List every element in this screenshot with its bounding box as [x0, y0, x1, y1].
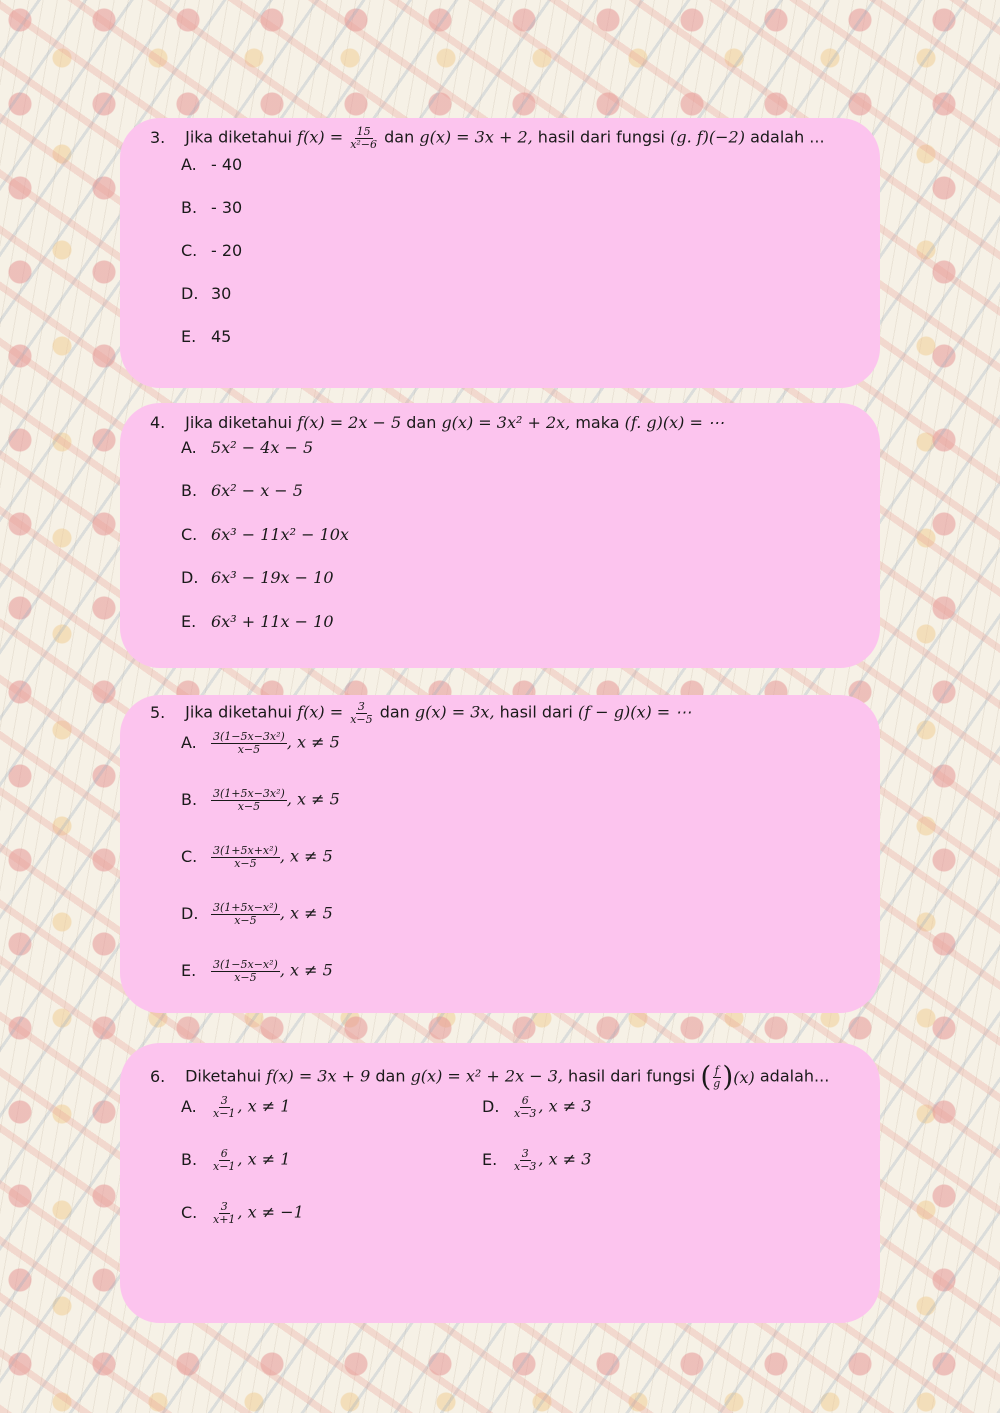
- function-g: g(x) = x² + 2x − 3,: [410, 1066, 563, 1086]
- fraction-denominator: x−5: [237, 799, 261, 813]
- option-letter: E.: [482, 1149, 498, 1169]
- option-e[interactable]: [482, 1148, 591, 1172]
- option-b[interactable]: [181, 1148, 290, 1172]
- option-value: 30: [211, 284, 232, 303]
- question-text-pre: Jika diketahui: [185, 413, 293, 432]
- option-letter: C.: [181, 846, 198, 866]
- connector-dan: dan: [379, 702, 410, 722]
- fraction-numerator: 3: [220, 1094, 228, 1107]
- option-fraction: [211, 788, 287, 812]
- option-d[interactable]: [181, 902, 333, 926]
- option-letter: A.: [181, 1096, 197, 1116]
- option-letter: C.: [181, 1202, 198, 1222]
- option-condition: , x ≠ 3: [538, 1149, 592, 1169]
- fraction-denominator: x²−6: [350, 137, 378, 151]
- fraction-denominator: x−5: [350, 712, 373, 726]
- quotient-argument: (x): [733, 1067, 755, 1087]
- option-value: - 30: [211, 198, 243, 217]
- option-condition: , x ≠ 5: [286, 732, 340, 752]
- composition-target: (f − g)(x) = ⋯: [577, 702, 692, 722]
- question-text-pre: Jika diketahui: [185, 127, 293, 147]
- option-value: 6x³ − 19x − 10: [211, 568, 334, 587]
- fraction-numerator: f: [714, 1063, 719, 1077]
- option-fraction: [211, 959, 280, 983]
- option-letter: B.: [181, 198, 198, 217]
- option-e[interactable]: [181, 327, 231, 346]
- question-number: 4.: [150, 413, 166, 432]
- option-fraction: [211, 1201, 237, 1225]
- question-5-card: [120, 695, 880, 1013]
- fraction-numerator: 3: [521, 1147, 529, 1160]
- quotient-target: [700, 1060, 755, 1093]
- fraction-denominator: g: [713, 1076, 721, 1090]
- option-a[interactable]: [181, 438, 313, 457]
- option-fraction: [211, 845, 280, 869]
- option-c[interactable]: [181, 241, 242, 260]
- option-value: 6x² − x − 5: [211, 481, 303, 500]
- option-condition: , x ≠ 5: [279, 846, 333, 866]
- option-a[interactable]: [181, 155, 242, 174]
- option-value: 45: [211, 327, 232, 346]
- fraction-denominator: x−3: [514, 1106, 537, 1120]
- question-4-card: [120, 403, 880, 668]
- fraction-numerator: 3(1−5x−3x²): [213, 730, 285, 743]
- option-value: - 20: [211, 241, 243, 260]
- option-c[interactable]: [181, 525, 349, 544]
- option-letter: C.: [181, 525, 198, 544]
- composition-target: (g. f)(−2): [670, 127, 745, 147]
- question-text-pre: Diketahui: [185, 1066, 262, 1086]
- option-fraction: [211, 731, 287, 755]
- function-f: f(x) = 2x − 5: [297, 413, 402, 432]
- option-c[interactable]: [181, 1201, 304, 1225]
- option-letter: B.: [181, 1149, 198, 1169]
- fraction-denominator: x−5: [234, 970, 257, 984]
- fraction-denominator: x−5: [234, 856, 257, 870]
- option-fraction: [512, 1148, 538, 1172]
- question-3-card: [120, 118, 880, 388]
- fraction-denominator: x−1: [213, 1106, 236, 1120]
- option-letter: D.: [181, 284, 199, 303]
- option-letter: A.: [181, 155, 197, 174]
- option-condition: , x ≠ 5: [286, 789, 340, 809]
- option-condition: , x ≠ −1: [237, 1202, 304, 1222]
- fraction-numerator: 3(1+5x−x²): [213, 901, 278, 914]
- question-4-text: [150, 413, 870, 432]
- question-number: 3.: [150, 127, 166, 147]
- question-number: 5.: [150, 702, 166, 722]
- question-text-pre: Jika diketahui: [185, 702, 293, 722]
- option-letter: D.: [181, 903, 199, 923]
- option-b[interactable]: [181, 198, 242, 217]
- option-letter: B.: [181, 789, 198, 809]
- option-b[interactable]: [181, 788, 340, 812]
- fraction-denominator: x−3: [514, 1159, 537, 1173]
- option-letter: C.: [181, 241, 198, 260]
- function-g: g(x) = 3x + 2,: [419, 127, 533, 147]
- question-text-post: adalah...: [759, 1066, 830, 1086]
- question-3-text: [150, 126, 870, 150]
- fraction-denominator: x−5: [234, 913, 257, 927]
- question-5-text: [150, 701, 870, 725]
- fraction-numerator: 3(1+5x−3x²): [213, 787, 285, 800]
- fraction-numerator: 15: [356, 125, 371, 138]
- option-letter: A.: [181, 438, 197, 457]
- option-letter: B.: [181, 481, 198, 500]
- function-g: g(x) = 3x,: [414, 702, 495, 722]
- option-letter: E.: [181, 327, 197, 346]
- option-fraction: [512, 1095, 538, 1119]
- fraction-numerator: 3: [357, 700, 365, 713]
- fraction-denominator: x+1: [213, 1212, 236, 1226]
- fraction-denominator: x−1: [213, 1159, 236, 1173]
- function-f-lhs: f(x) =: [297, 127, 344, 147]
- option-fraction: [211, 1148, 237, 1172]
- connector-dan: dan: [375, 1066, 406, 1086]
- question-text-mid: hasil dari fungsi: [537, 127, 665, 147]
- option-letter: D.: [181, 568, 199, 587]
- option-c[interactable]: [181, 845, 333, 869]
- question-text-mid: maka: [575, 413, 620, 432]
- function-g: g(x) = 3x² + 2x,: [441, 413, 571, 432]
- option-value: 6x³ + 11x − 10: [211, 612, 334, 631]
- option-b[interactable]: [181, 481, 303, 500]
- option-condition: , x ≠ 3: [538, 1096, 592, 1116]
- option-letter: A.: [181, 732, 197, 752]
- fraction-numerator: 6: [521, 1094, 529, 1107]
- option-condition: , x ≠ 1: [237, 1149, 291, 1169]
- question-6-card: [120, 1043, 880, 1323]
- option-d[interactable]: [181, 284, 231, 303]
- paren-close: ): [722, 1060, 734, 1093]
- composition-target: (f. g)(x) = ⋯: [624, 413, 724, 432]
- option-e[interactable]: [181, 612, 334, 631]
- option-fraction: [211, 1095, 237, 1119]
- option-condition: , x ≠ 5: [279, 960, 333, 980]
- fraction-numerator: 6: [220, 1147, 228, 1160]
- function-f: f(x) = 3x + 9: [266, 1066, 371, 1086]
- question-text-mid: hasil dari fungsi: [568, 1066, 696, 1086]
- fraction-denominator: x−5: [237, 742, 261, 756]
- paren-open: (: [700, 1060, 712, 1093]
- option-letter: E.: [181, 960, 197, 980]
- fraction-numerator: 3(1−5x−x²): [213, 958, 278, 971]
- option-condition: , x ≠ 1: [237, 1096, 291, 1116]
- option-e[interactable]: [181, 959, 333, 983]
- option-d[interactable]: [482, 1095, 591, 1119]
- question-number: 6.: [150, 1066, 166, 1086]
- option-letter: D.: [482, 1096, 500, 1116]
- function-f-lhs: f(x) =: [297, 702, 344, 722]
- option-letter: E.: [181, 612, 197, 631]
- fraction-numerator: 3(1+5x+x²): [213, 844, 278, 857]
- option-condition: , x ≠ 5: [279, 903, 333, 923]
- option-a[interactable]: [181, 1095, 290, 1119]
- function-f-fraction: [348, 701, 374, 725]
- connector-dan: dan: [384, 127, 415, 147]
- function-f-fraction: [348, 126, 379, 150]
- fraction-numerator: 3: [220, 1200, 228, 1213]
- quotient-fraction: [711, 1065, 722, 1089]
- option-d[interactable]: [181, 568, 334, 587]
- option-value: 5x² − 4x − 5: [211, 438, 314, 457]
- option-fraction: [211, 902, 280, 926]
- option-value: 6x³ − 11x² − 10x: [211, 525, 349, 544]
- option-a[interactable]: [181, 731, 340, 755]
- question-6-text: [150, 1060, 870, 1093]
- connector-dan: dan: [406, 413, 437, 432]
- question-text-post: adalah ...: [750, 127, 825, 147]
- question-text-mid: hasil dari: [499, 702, 573, 722]
- option-value: - 40: [211, 155, 243, 174]
